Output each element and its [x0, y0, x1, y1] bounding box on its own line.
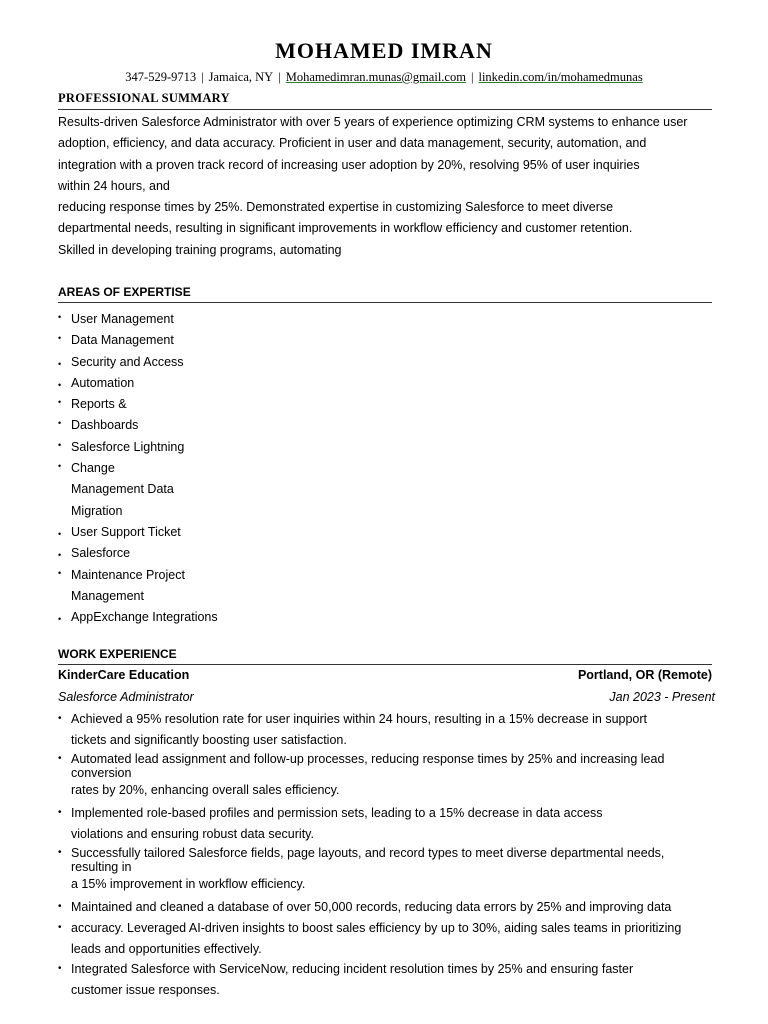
bullet-icon: •	[58, 397, 62, 408]
bullet-icon: •	[58, 418, 62, 429]
separator: |	[470, 70, 474, 84]
bullet-icon: •	[58, 713, 62, 724]
bullet-icon: •	[58, 333, 62, 344]
location: Jamaica, NY	[208, 70, 274, 84]
list-item: • Data Management	[58, 330, 218, 351]
phone: 347-529-9713	[125, 70, 197, 84]
experience-bullet: • accuracy. Leveraged AI-driven insights to boost sales efficiency by up to 30%, aiding sales teams in prioritizing leads and opportunities effectively.	[58, 921, 682, 956]
job-subheader	[58, 690, 715, 704]
bullet-icon: •	[58, 567, 62, 578]
bullet-icon: •	[58, 922, 62, 933]
contact-line	[0, 70, 768, 85]
list-item: • Change Management Data Migration	[58, 458, 218, 522]
summary-line: Results-driven Salesforce Administrator with over 5 years of experience optimizing CRM systems to enhance user	[58, 115, 688, 129]
bullet-icon: •	[58, 461, 62, 472]
experience-bullet: • Implemented role-based profiles and permission sets, leading to a 15% decrease in data access violations and ensuring robust data security.	[58, 806, 603, 841]
bullet-icon: •	[58, 550, 62, 561]
summary-line: within 24 hours, and	[58, 178, 170, 193]
job-title: Salesforce Administrator	[58, 690, 194, 704]
summary-line: Skilled in developing training programs, automating	[58, 242, 342, 257]
bullet-icon: •	[58, 379, 62, 390]
expertise-list	[58, 309, 218, 628]
separator: |	[201, 70, 204, 84]
list-item: • Security and Access	[58, 352, 218, 373]
list-item: • User Management	[58, 309, 218, 330]
job-header	[58, 668, 712, 682]
summary-text	[58, 112, 718, 261]
summary-line: reducing response times by 25%. Demonstrated expertise in customizing Salesforce to meet diverse	[58, 200, 614, 215]
list-item: • Salesforce Lightning	[58, 437, 218, 458]
list-item: • Reports &	[58, 394, 218, 415]
list-item: • AppExchange Integrations	[58, 607, 218, 628]
experience-bullet: • Maintained and cleaned a database of over 50,000 records, reducing data errors by 25% and improving data	[58, 900, 672, 914]
bullet-icon: •	[58, 614, 62, 625]
bullet-icon: •	[58, 807, 62, 818]
bullet-icon: •	[58, 963, 62, 974]
section-title-expertise: AREAS OF EXPERTISE	[58, 285, 712, 303]
summary-line: adoption, efficiency, and data accuracy. Proficient in user and data management, security, automation, and	[58, 136, 647, 151]
bullet-icon: •	[58, 901, 62, 912]
summary-line: integration with a proven track record of increasing user adoption by 20%, resolving 95% of user inquiries	[58, 157, 640, 172]
list-item: • Salesforce	[58, 543, 218, 564]
bullet-icon: •	[58, 847, 62, 858]
section-title-summary: PROFESSIONAL SUMMARY	[58, 91, 712, 110]
job-dates: Jan 2023 - Present	[609, 690, 715, 704]
experience-bullet: • Achieved a 95% resolution rate for user inquiries within 24 hours, resulting in a 15% decrease in support tickets and significantly boosting user satisfaction.	[58, 712, 648, 747]
list-item: • Automation	[58, 373, 218, 394]
experience-bullet: • Automated lead assignment and follow-up processes, reducing response times by 25% and increasing lead conversion rates by 20%, enhancing overall sales efficiency.	[58, 752, 665, 797]
list-item: • Dashboards	[58, 415, 218, 436]
bullet-icon: •	[58, 753, 62, 764]
separator: |	[278, 70, 281, 84]
job-location: Portland, OR (Remote)	[577, 668, 712, 682]
company-name: KinderCare Education	[58, 668, 190, 682]
linkedin-link[interactable]: linkedin.com/in/mohamedmunas	[478, 70, 643, 84]
bullet-icon: •	[58, 528, 62, 539]
experience-bullet: • Successfully tailored Salesforce fields, page layouts, and record types to meet diverse departmental needs, resulting in a 15% improvement in workflow efficiency.	[58, 846, 665, 891]
bullet-icon: •	[58, 358, 62, 369]
list-item: • User Support Ticket	[58, 522, 218, 543]
candidate-name: MOHAMED IMRAN	[275, 38, 493, 63]
bullet-icon: •	[58, 312, 62, 322]
summary-line: departmental needs, resulting in significant improvements in workflow efficiency and customer retention.	[58, 221, 633, 236]
email-link[interactable]: Mohamedimran.munas@gmail.com	[285, 70, 466, 84]
section-title-experience: WORK EXPERIENCE	[58, 647, 712, 665]
experience-bullet: • Integrated Salesforce with ServiceNow, reducing incident resolution times by 25% and ensuring faster customer issue responses.	[58, 962, 634, 997]
list-item: • Maintenance Project Management	[58, 565, 218, 608]
bullet-icon: •	[58, 439, 62, 450]
